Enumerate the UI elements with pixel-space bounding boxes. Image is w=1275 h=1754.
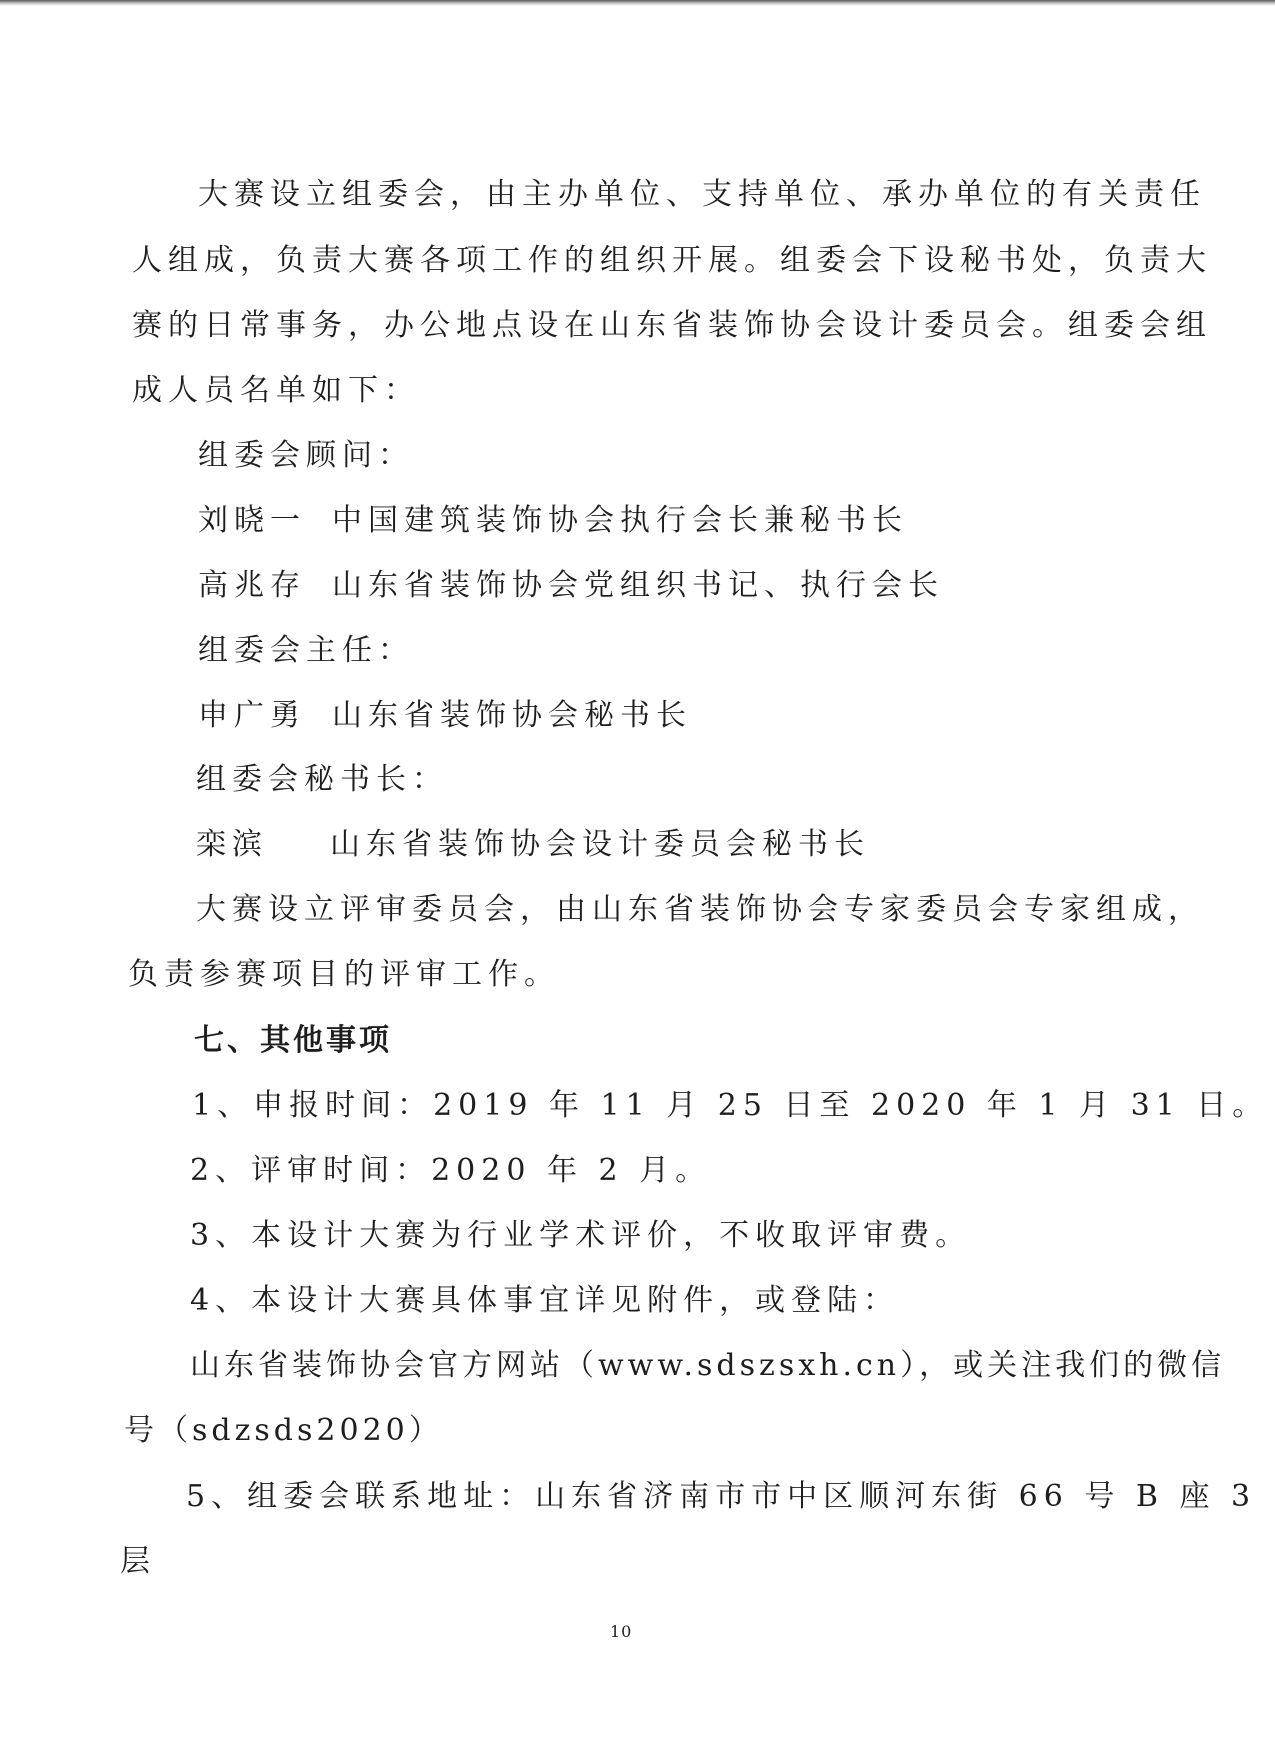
item-5-address-line-2: 层 xyxy=(120,1544,156,1579)
item-3-no-fee: 3、本设计大赛为行业学术评价，不收取评审费。 xyxy=(190,1218,972,1253)
advisor-title: 山东省装饰协会党组织书记、执行会长 xyxy=(332,568,944,603)
section-7-heading: 七、其他事项 xyxy=(194,1023,392,1058)
jury-paragraph-line-1: 大赛设立评审委员会，由山东省装饰协会专家委员会专家组成， xyxy=(196,892,1204,927)
intro-paragraph-line-1: 大赛设立组委会，由主办单位、支持单位、承办单位的有关责任 xyxy=(198,177,1206,212)
item-2-review-period: 2、评审时间：2020 年 2 月。 xyxy=(190,1153,712,1188)
director-heading: 组委会主任： xyxy=(198,633,414,668)
advisor-title: 中国建筑装饰协会执行会长兼秘书长 xyxy=(332,503,908,538)
advisor-entry xyxy=(198,566,944,606)
page-number: 10 xyxy=(610,1622,633,1641)
item-4-details: 4、本设计大赛具体事宜详见附件，或登陆： xyxy=(190,1283,900,1318)
advisor-name: 刘晓一 xyxy=(198,503,306,538)
secretary-title: 山东省装饰协会设计委员会秘书长 xyxy=(330,827,870,862)
intro-paragraph-line-2: 人组成，负责大赛各项工作的组织开展。组委会下设秘书处，负责大 xyxy=(132,243,1212,278)
intro-paragraph-line-4: 成人员名单如下： xyxy=(132,373,420,408)
item-5-address-line-1: 5、组委会联系地址：山东省济南市市中区顺河东街 66 号 B 座 3 xyxy=(186,1479,1257,1514)
secretary-heading: 组委会秘书长： xyxy=(196,762,448,797)
director-entry xyxy=(198,696,692,736)
director-title: 山东省装饰协会秘书长 xyxy=(332,698,692,733)
director-name: 申广勇 xyxy=(198,698,306,733)
advisor-name: 高兆存 xyxy=(198,568,306,603)
advisor-entry xyxy=(198,501,908,541)
advisors-heading: 组委会顾问： xyxy=(198,438,414,473)
item-4-website-line-1: 山东省装饰协会官方网站（www.sdszsxh.cn），或关注我们的微信 xyxy=(190,1348,1226,1383)
jury-paragraph-line-2: 负责参赛项目的评审工作。 xyxy=(128,957,560,992)
secretary-name: 栾滨 xyxy=(196,827,268,862)
secretary-entry xyxy=(196,825,870,865)
intro-paragraph-line-3: 赛的日常事务，办公地点设在山东省装饰协会设计委员会。组委会组 xyxy=(132,308,1212,343)
item-4-website-line-2: 号（sdzsds2020） xyxy=(124,1413,443,1448)
item-1-submission-period: 1、申报时间：2019 年 11 月 25 日至 2020 年 1 月 31 日。 xyxy=(192,1088,1269,1123)
